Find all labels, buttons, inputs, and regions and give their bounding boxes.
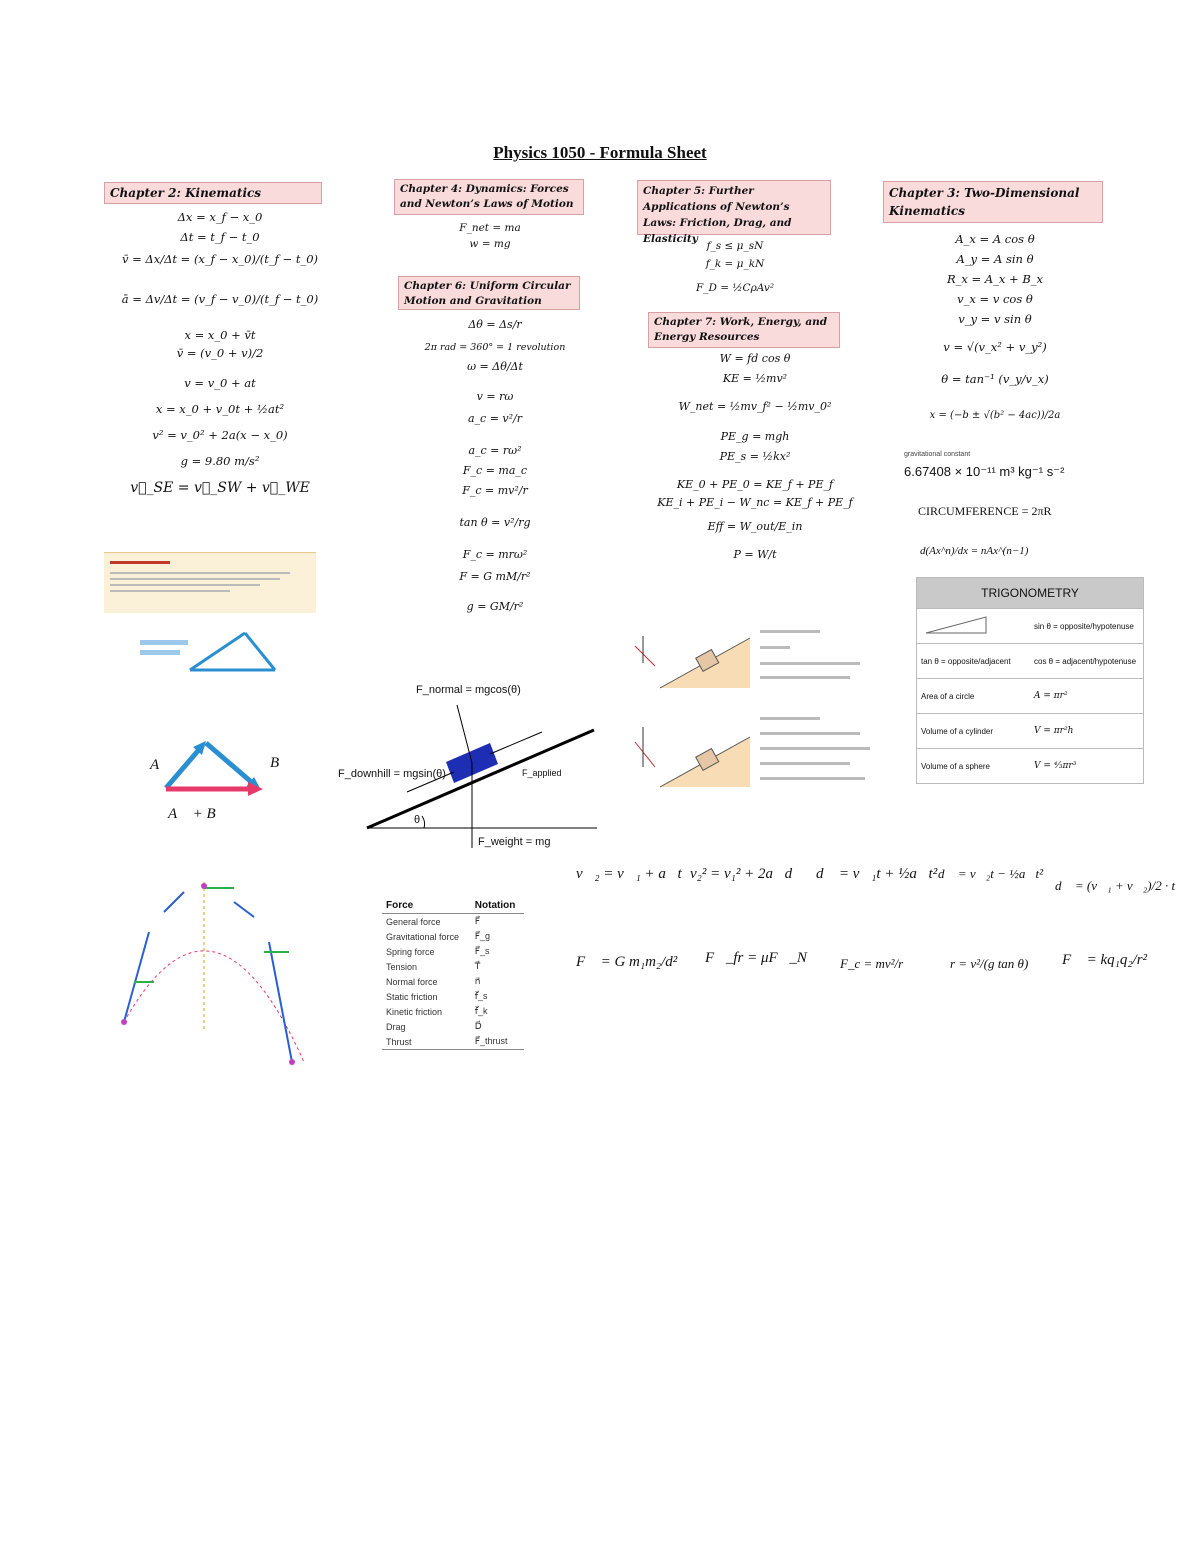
tan-formula: tan θ = opposite/adjacent <box>921 656 1011 666</box>
formula: v² = v_0² + 2a(x − x_0) <box>152 428 288 442</box>
formula: PE_s = ½kx² <box>719 450 791 463</box>
triangle-icon <box>917 611 1030 641</box>
formula: A_y = A sin θ <box>956 252 1034 266</box>
header-ch2: Chapter 2: Kinematics <box>104 182 322 204</box>
ch6-formula-list <box>400 318 590 630</box>
formula: W = fd cos θ <box>719 352 791 365</box>
formula: Δθ = Δs/r <box>468 318 522 331</box>
vector-a-label: A⃗ <box>150 757 171 773</box>
grav-constant-value: 6.67408 × 10⁻¹¹ m³ kg⁻¹ s⁻² <box>904 464 1065 479</box>
table-row: Drag D⃗ <box>386 1021 482 1032</box>
friction-incline-diagram-bottom <box>615 712 875 797</box>
cylinder-formula: V = πr²h <box>1034 726 1074 736</box>
formula: A_x = A cos θ <box>955 232 1035 246</box>
trig-row-circle <box>917 678 1143 713</box>
formula: Δx = x_f − x_0 <box>177 210 263 224</box>
formula: v = √(v_x² + v_y²) <box>943 340 1047 354</box>
formula: v = v_0 + at <box>184 376 256 390</box>
header-ch5: Chapter 5: Further Applications of Newton’s Laws: Friction, Drag, and Elasticity <box>637 180 831 235</box>
formula: v_x = v cos θ <box>957 292 1033 306</box>
formula: θ = tan⁻¹ (v_y/v_x) <box>941 372 1049 386</box>
formula: x = x_0 + v̄t <box>184 328 256 342</box>
formula: f_s ≤ μ_sN <box>706 240 764 252</box>
formula: v̄ = Δx/Δt = (x_f − x_0)/(t_f − t_0) <box>121 252 319 266</box>
formula: F_c = ma_c <box>462 464 528 477</box>
cos-formula: cos θ = adjacent/hypotenuse <box>1034 656 1137 666</box>
formula: KE = ½mv² <box>722 372 788 385</box>
example-snippet-image <box>104 552 316 613</box>
formula: KE_i + PE_i − W_nc = KE_f + PE_f <box>657 496 853 509</box>
formula: W_net = ½mv_f² − ½mv_0² <box>678 400 832 413</box>
header-ch3: Chapter 3: Two-Dimensional Kinematics <box>883 181 1103 223</box>
bottom-formula: F⃗ = G m₁m₂/d² <box>576 954 678 970</box>
table-row: Static friction f⃗_s <box>386 991 488 1002</box>
formula: tan θ = v²/rg <box>459 516 531 529</box>
table-row: Gravitational force F⃗_g <box>386 931 490 942</box>
sphere-formula: V = ⁴⁄₃πr³ <box>1034 761 1077 771</box>
bottom-formula: d⃗ = v⃗₁t + ½a⃗t² <box>816 866 938 882</box>
small-vector-triangle-diagram <box>135 625 285 685</box>
derivative-formula: d(Ax^n)/dx = nAx^(n−1) <box>920 545 1029 557</box>
formula: ω = Δθ/Δt <box>467 360 523 373</box>
formula: Δt = t_f − t_0 <box>180 230 260 244</box>
formula: v⃗_SE = v⃗_SW + v⃗_WE <box>130 480 310 496</box>
bottom-formula: d⃗ = (v⃗₁ + v⃗₂)/2 · t <box>1055 878 1176 893</box>
cylinder-label: Volume of a cylinder <box>921 726 994 736</box>
grav-constant-label: gravitational constant <box>904 451 971 458</box>
applied-force-label: F_applied <box>522 768 562 778</box>
formula: x = x_0 + v_0t + ½at² <box>155 402 285 416</box>
table-row: Thrust F⃗_thrust <box>382 1034 524 1050</box>
formula: F = G mM/r² <box>459 570 531 583</box>
ch3-formula-list <box>900 232 1090 440</box>
projectile-motion-diagram <box>104 872 334 1077</box>
formula: g = 9.80 m/s² <box>180 454 260 468</box>
normal-force-label: F_normal = mgcos(θ) <box>416 684 521 696</box>
ch7-formula-list <box>655 352 855 572</box>
table-row: Tension T⃗ <box>386 961 481 972</box>
vector-b-label: B⃗ <box>270 755 291 771</box>
header-ch4: Chapter 4: Dynamics: Forces and Newton’s Laws of Motion <box>394 179 584 215</box>
page-title: Physics 1050 - Formula Sheet <box>493 143 707 162</box>
formula: g = GM/r² <box>466 600 524 613</box>
formula: a_c = rω² <box>468 444 522 457</box>
formula: v_y = v sin θ <box>958 312 1032 326</box>
header-ch7: Chapter 7: Work, Energy, and Energy Resources <box>648 312 840 348</box>
sphere-label: Volume of a sphere <box>921 761 990 771</box>
bottom-formula: F⃗_fr = μF⃗_N <box>705 950 807 966</box>
trig-row-sphere <box>917 748 1143 783</box>
circumference-formula: CIRCUMFERENCE = 2πR <box>918 504 1052 518</box>
bottom-formula: v⃗₂ = v⃗₁ + a⃗t <box>576 866 682 882</box>
formula: v̄ = (v_0 + v)/2 <box>176 346 264 360</box>
formula: f_k = μ_kN <box>705 258 765 270</box>
friction-incline-diagram-top <box>615 618 875 698</box>
ch4-formula-list <box>420 222 560 254</box>
theta-label: θ <box>414 814 421 826</box>
vector-sum-label: A⃗ + B⃗ <box>168 806 228 822</box>
formula: w = mg <box>469 238 511 250</box>
bottom-formula: r = v²/(g tan θ) <box>950 956 1029 971</box>
formula: 2π rad = 360° = 1 revolution <box>424 342 566 353</box>
trigonometry-table <box>916 577 1144 784</box>
circle-label: Area of a circle <box>921 691 975 701</box>
downhill-force-label: F_downhill = mgsin(θ) <box>338 768 446 780</box>
formula: KE_0 + PE_0 = KE_f + PE_f <box>676 478 834 491</box>
formula: a_c = v²/r <box>467 412 523 425</box>
formula: Eff = W_out/E_in <box>707 520 803 533</box>
col-header-notation: Notation <box>471 898 524 914</box>
table-row: Kinetic friction f⃗_k <box>386 1006 488 1017</box>
col-header-force: Force <box>382 898 471 914</box>
trig-row-sin <box>917 608 1143 643</box>
ch2-formula-list <box>120 210 320 504</box>
formula: F_c = mv²/r <box>462 484 528 497</box>
table-row: Normal force n⃗ <box>386 976 481 987</box>
bottom-formula: F_c = mv²/r <box>840 956 904 971</box>
bottom-formula: F⃗ = kq₁q₂/r² <box>1062 952 1148 968</box>
trig-row-cylinder <box>917 713 1143 748</box>
formula: F_net = ma <box>459 222 521 234</box>
formula: F_c = mrω² <box>462 548 528 561</box>
formula: PE_g = mgh <box>720 430 790 443</box>
force-notation-table <box>382 898 524 1050</box>
trig-title: TRIGONOMETRY <box>917 578 1143 608</box>
table-row: General force F⃗ <box>386 916 480 927</box>
formula: v = rω <box>476 390 514 403</box>
ch5-formula-list <box>660 240 810 302</box>
formula: P = W/t <box>733 548 777 561</box>
formula: ā = Δv/Δt = (v_f − v_0)/(t_f − t_0) <box>121 292 319 306</box>
table-row: Spring force F⃗_s <box>386 946 490 957</box>
trig-row-tan-cos <box>917 643 1143 678</box>
formula: F_D = ½CρAv² <box>695 282 775 294</box>
weight-force-label: F_weight = mg <box>478 836 551 848</box>
header-ch6: Chapter 6: Uniform Circular Motion and Gravitation <box>398 276 580 310</box>
sin-formula: sin θ = opposite/hypotenuse <box>1034 621 1134 631</box>
formula: x = (−b ± √(b² − 4ac))/2a <box>929 410 1061 421</box>
formula: R_x = A_x + B_x <box>946 272 1043 286</box>
bottom-formula: v₂² = v₁² + 2a⃗d⃗ <box>690 866 804 882</box>
circle-formula: A = πr² <box>1034 691 1068 701</box>
bottom-formula: d⃗ = v⃗₂t − ½a⃗t² <box>938 866 1044 881</box>
